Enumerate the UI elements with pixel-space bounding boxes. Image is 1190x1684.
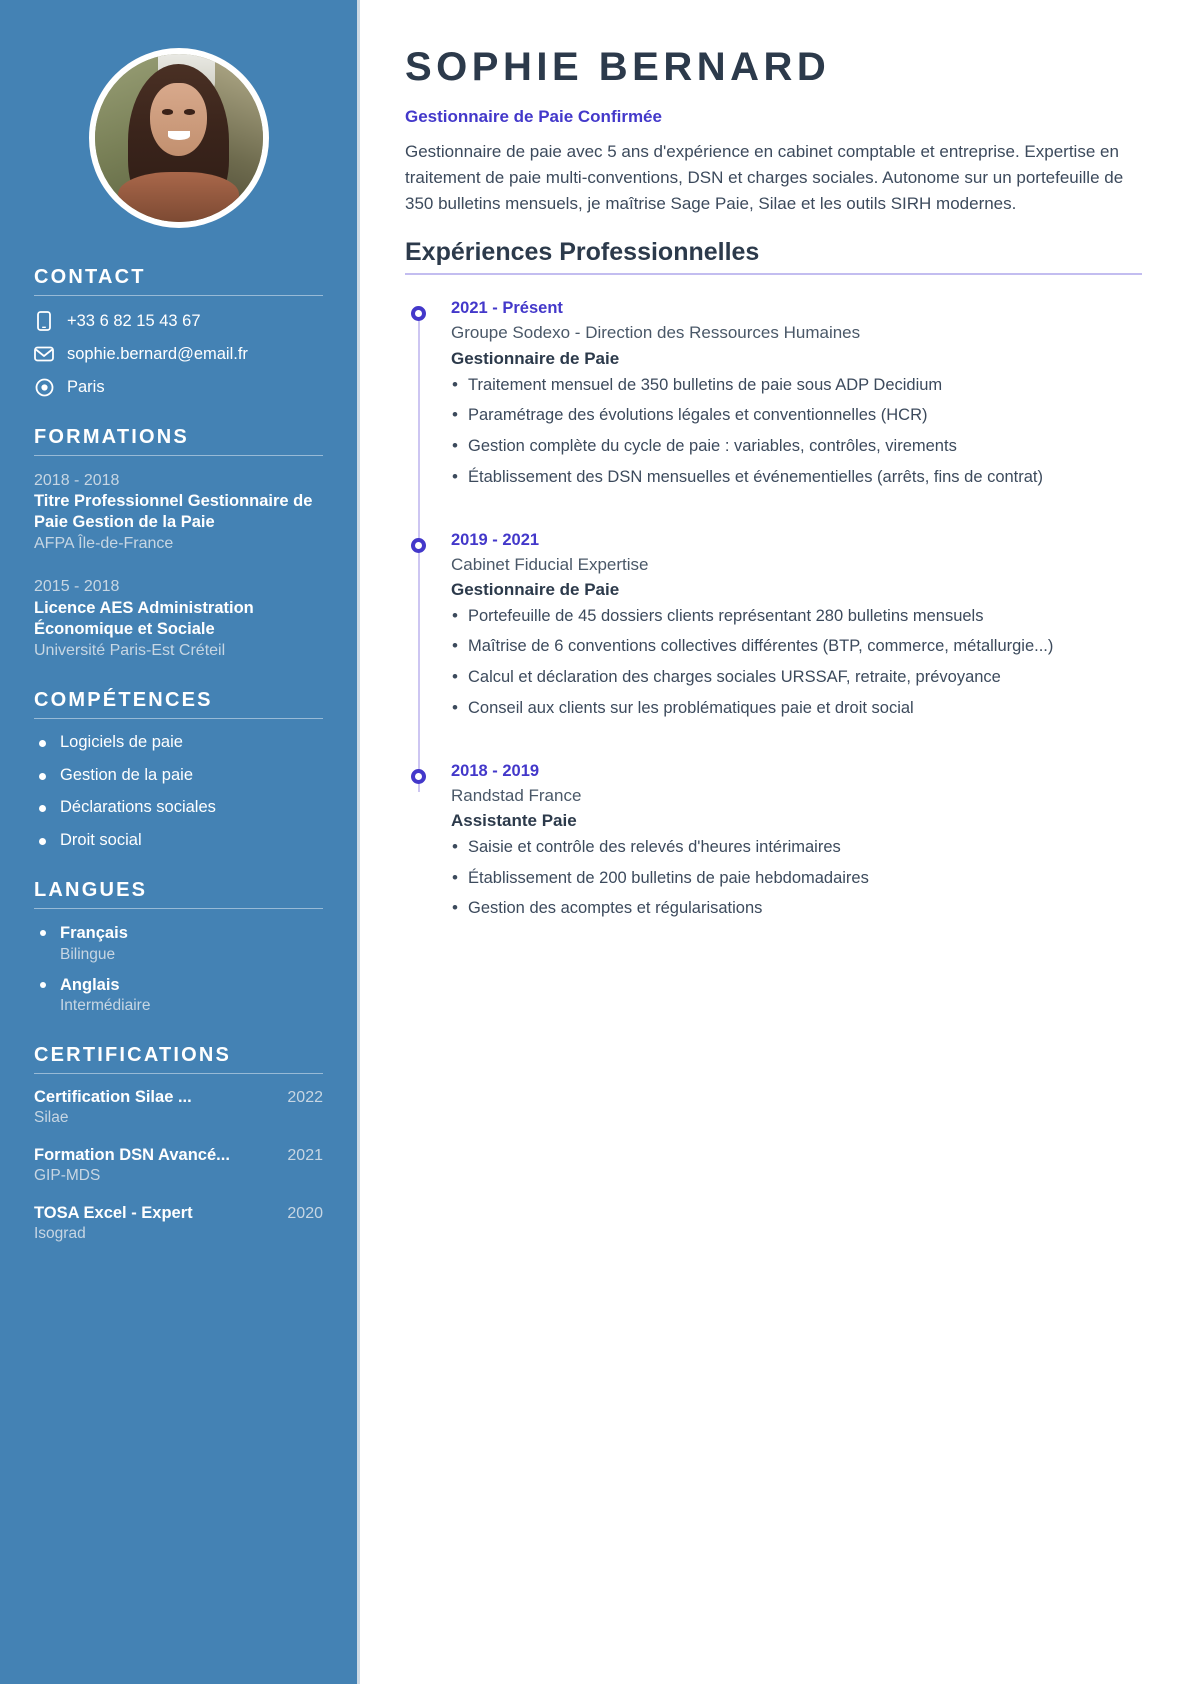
language-level: Bilingue (60, 945, 116, 963)
languages-list (34, 923, 323, 1016)
education-title: Licence AES Administration Économique et Sociale (34, 598, 254, 638)
certifications-heading: CERTIFICATIONS (34, 1044, 232, 1067)
languages-section (34, 879, 323, 1016)
list-item: Droit social (34, 831, 323, 851)
list-item (34, 975, 323, 1017)
profile-summary: Gestionnaire de paie avec 5 ans d'expérience en cabinet comptable et entreprise. Expertise en traitement de paie multi-conventions, DSN et charges sociales. Autonome sur un portefeuille de 350 bulletins mensuels, je maîtrise Sage Paie, Silae et les outils SIRH modernes. (405, 142, 1124, 213)
certification-name: Formation DSN Avancé... (34, 1146, 230, 1165)
contact-location-row[interactable] (34, 376, 323, 398)
skills-section (34, 689, 323, 851)
timeline-marker-icon (411, 306, 426, 321)
certification-name: Certification Silae ... (34, 1088, 192, 1107)
experience-bullets (451, 836, 1142, 920)
sidebar (0, 0, 360, 1684)
language-name: Français (60, 924, 128, 943)
contact-heading: CONTACT (34, 266, 146, 288)
certification-year: 2022 (287, 1089, 323, 1107)
certification-year: 2020 (287, 1205, 323, 1223)
certification-issuer: Isograd (34, 1225, 86, 1243)
list-item (34, 923, 323, 965)
languages-heading: LANGUES (34, 879, 148, 902)
profile-photo (89, 48, 269, 228)
contact-email-value: sophie.bernard@email.fr (67, 344, 248, 363)
list-item: Gestion de la paie (34, 766, 323, 786)
list-item: • Établissement de 200 bulletins de paie hebdomadaires (451, 867, 1142, 890)
education-item (34, 576, 323, 660)
language-name: Anglais (60, 975, 120, 994)
profile-photo-container (34, 0, 323, 238)
contact-email-row[interactable] (34, 343, 323, 365)
phone-icon (34, 310, 54, 332)
skills-heading: COMPÉTENCES (34, 688, 213, 711)
list-item: • Conseil aux clients sur les problématiques paie et droit social (451, 697, 1142, 720)
experience-date: 2021 - Présent (451, 299, 563, 318)
language-level: Intermédiaire (60, 997, 151, 1015)
education-section (34, 426, 323, 661)
list-item: Déclarations sociales (34, 798, 323, 818)
location-icon (34, 376, 54, 398)
list-item: • Traitement mensuel de 350 bulletins de paie sous ADP Decidium (451, 374, 1142, 397)
list-item: • Saisie et contrôle des relevés d'heures intérimaires (451, 836, 1142, 859)
certification-year: 2021 (287, 1147, 323, 1165)
experience-role: Gestionnaire de Paie (451, 349, 620, 369)
list-item: • Paramétrage des évolutions légales et conventionnelles (HCR) (451, 404, 1142, 427)
contact-divider (34, 295, 323, 296)
certifications-section (34, 1044, 323, 1245)
experience-date: 2019 - 2021 (451, 530, 540, 549)
education-divider (34, 455, 323, 456)
list-item: • Maîtrise de 6 conventions collectives différentes (BTP, commerce, métallurgie...) (451, 635, 1142, 658)
education-title: Titre Professionnel Gestionnaire de Paie Gestion de la Paie (34, 492, 313, 532)
skills-divider (34, 718, 323, 719)
list-item: Logiciels de paie (34, 733, 323, 753)
education-date: 2018 - 2018 (34, 472, 120, 489)
experience-item (451, 760, 1142, 920)
certification-issuer: Silae (34, 1109, 69, 1127)
experience-bullets (451, 605, 1142, 720)
education-item (34, 470, 323, 554)
experience-timeline (405, 297, 1142, 920)
job-title: Gestionnaire de Paie Confirmée (405, 107, 662, 126)
contact-phone-value: +33 6 82 15 43 67 (67, 311, 201, 330)
experience-company: Randstad France (451, 785, 582, 805)
experience-item (451, 529, 1142, 720)
list-item: • Portefeuille de 45 dossiers clients représentant 280 bulletins mensuels (451, 605, 1142, 628)
contact-location-value: Paris (67, 377, 105, 396)
list-item: • Gestion des acomptes et régularisations (451, 897, 1142, 920)
certification-issuer: GIP-MDS (34, 1167, 101, 1185)
experience-role: Gestionnaire de Paie (451, 580, 620, 600)
list-item: • Gestion complète du cycle de paie : variables, contrôles, virements (451, 435, 1142, 458)
contact-phone-row[interactable] (34, 310, 323, 332)
experience-role: Assistante Paie (451, 811, 577, 831)
experience-company: Cabinet Fiducial Expertise (451, 554, 649, 574)
education-heading: FORMATIONS (34, 426, 189, 448)
experience-bullets (451, 374, 1142, 489)
experience-date: 2018 - 2019 (451, 761, 540, 780)
experience-item (451, 297, 1142, 488)
certification-item (34, 1088, 323, 1129)
main-content (360, 0, 1190, 1684)
education-school: AFPA Île-de-France (34, 535, 174, 553)
languages-divider (34, 908, 323, 909)
education-school: Université Paris-Est Créteil (34, 641, 226, 659)
experience-company: Groupe Sodexo - Direction des Ressources Humaines (451, 323, 861, 343)
timeline-marker-icon (411, 769, 426, 784)
certification-name: TOSA Excel - Expert (34, 1204, 193, 1223)
timeline-marker-icon (411, 538, 426, 553)
contact-section (34, 266, 323, 398)
education-date: 2015 - 2018 (34, 578, 120, 596)
email-icon (34, 343, 54, 365)
list-item: • Calcul et déclaration des charges sociales URSSAF, retraite, prévoyance (451, 666, 1142, 689)
certification-item (34, 1204, 323, 1245)
skills-list (34, 733, 323, 851)
certification-item (34, 1146, 323, 1187)
page-title: SOPHIE BERNARD (405, 45, 831, 89)
list-item: • Établissement des DSN mensuelles et événementielles (arrêts, fins de contrat) (451, 466, 1142, 489)
experience-heading: Expériences Professionnelles (405, 238, 1142, 275)
certifications-divider (34, 1073, 323, 1074)
